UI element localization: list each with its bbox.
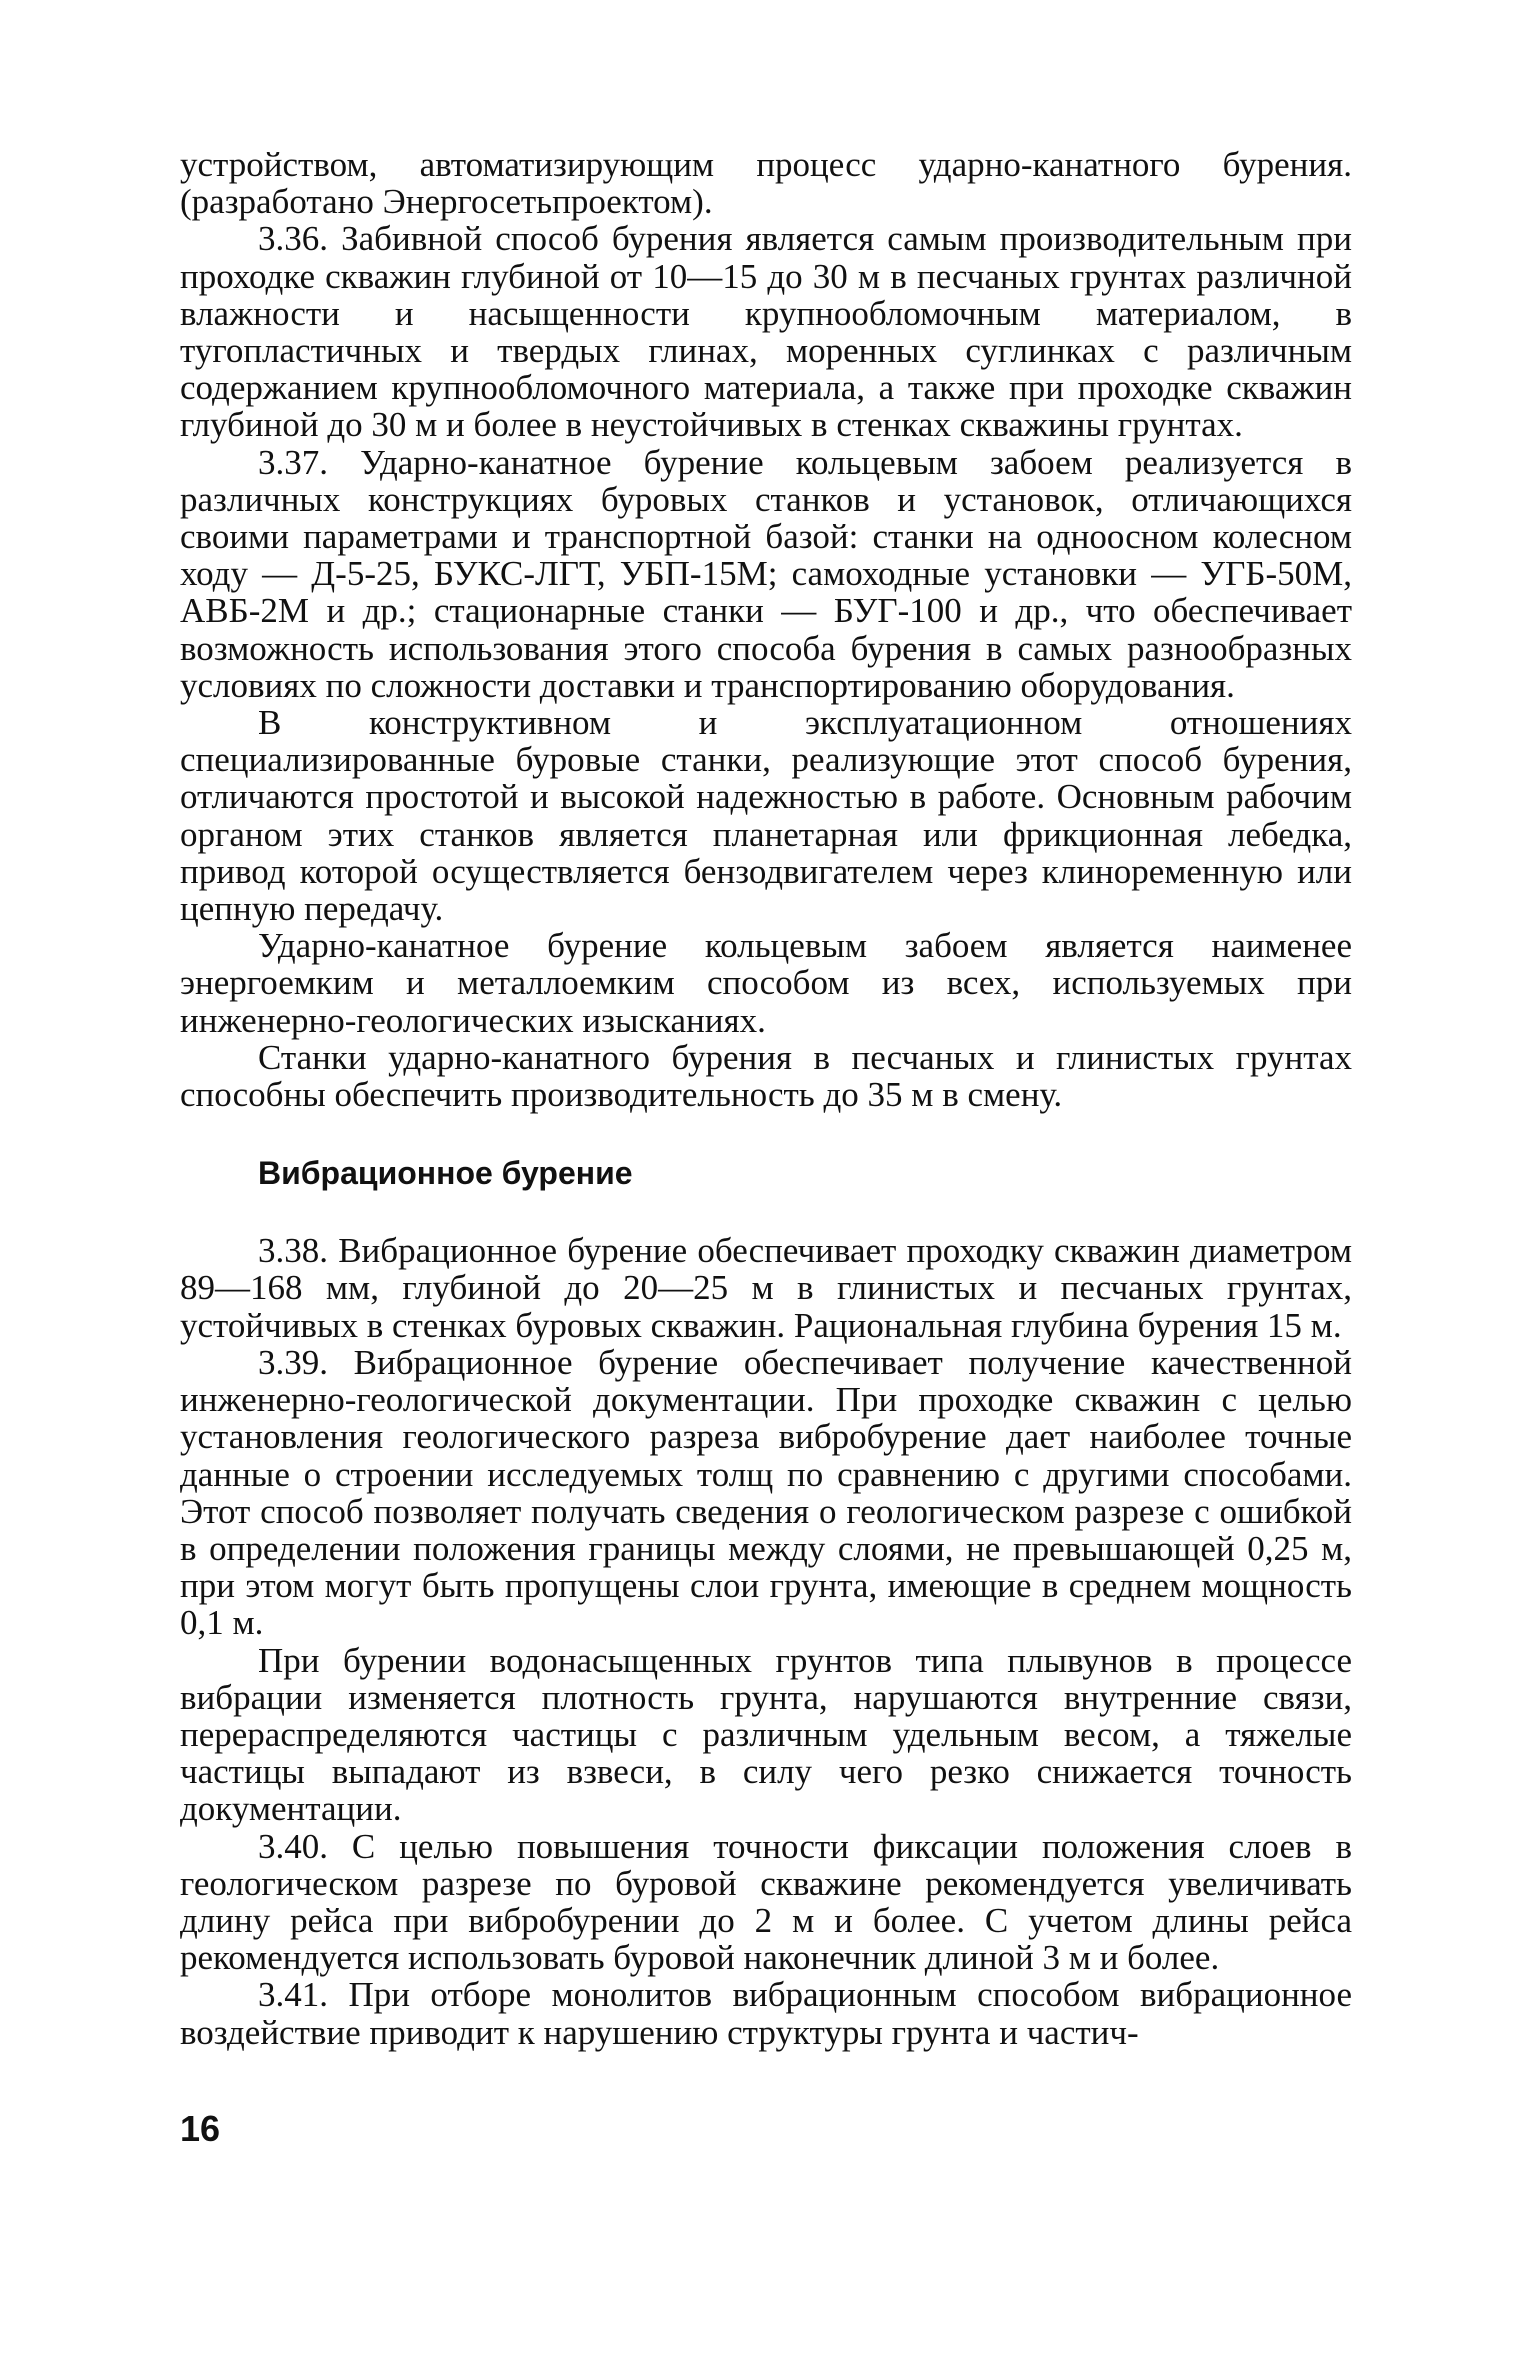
paragraph-productivity: Станки ударно-канатного бурения в песчаных и глинистых грунтах способны обеспечить производительность до 35 м в смену.	[180, 1037, 1352, 1115]
paragraph-quicksand: При бурении водонасыщенных грунтов типа плывунов в процессе вибрации изменяется плотность грунта, нарушаются внутренние связи, перераспределяются частицы с различным удельным весом, а тяжелые частицы выпадают из взвеси, в силу чего резко снижается точность документации.	[180, 1640, 1352, 1829]
paragraph-3-38: 3.38. Вибрационное бурение обеспечивает проходку скважин диаметром 89—168 мм, глубиной до 20—25 м в глинистых и песчаных грунтах, устойчивых в стенках буровых скважин. Рациональная глубина бурения 15 м.	[180, 1231, 1352, 1345]
paragraph-3-41: 3.41. При отборе монолитов вибрационным способом вибрационное воздействие приводит к нарушению структуры грунта и частич-	[180, 1975, 1352, 2052]
paragraph-3-36: 3.36. Забивной способ бурения является самым производительным при проходке скважин глубиной от 10—15 до 30 м в песчаных грунтах различной влажности и насыщенности крупнообломочным материалом, в тугопластичных и твердых глинах, моренных суглинках с различным содержанием крупнообломочного материала, а также при проходке скважин глубиной до 30 м и более в неустойчивых в стенках скважины грунтах.	[180, 219, 1352, 445]
paragraph-3-40: 3.40. С целью повышения точности фиксации положения слоев в геологическом разрезе по буровой скважине рекомендуется увеличивать длину рейса при вибробурении до 2 м и более. С учетом длины рейса рекомендуется использовать буровой наконечник длиной 3 м и более.	[180, 1826, 1352, 1978]
section-heading: Вибрационное бурение	[258, 1155, 633, 1192]
body-text-top	[180, 146, 1352, 1113]
paragraph-3-39: 3.39. Вибрационное бурение обеспечивает получение качественной инженерно-геологической документации. При проходке скважин с целью установления геологического разреза вибробурение дает наиболее точные данные о строении исследуемых толщ по сравнению с другими способами. Этот способ позволяет получать сведения о геологическом разрезе с ошибкой в определении положения границы между слоями, не превышающей 0,25 м, при этом могут быть пропущены слои грунта, имеющие в среднем мощность 0,1 м.	[180, 1342, 1352, 1643]
paragraph-design-features: В конструктивном и эксплуатационном отношениях специализированные буровые станки, реализующие этот способ бурения, отличаются простотой и высокой надежностью в работе. Основным рабочим органом этих станков является планетарная или фрикционная лебедка, привод которой осуществляется бензодвигателем через клиноременную или цепную передачу.	[180, 703, 1352, 929]
document-page	[180, 146, 1352, 2051]
paragraph-continuation: устройством, автоматизирующим процесс ударно-канатного бурения. (разработано Энергосетьпроектом).	[180, 145, 1352, 222]
paragraph-3-37: 3.37. Ударно-канатное бурение кольцевым забоем реализуется в различных конструкциях буровых станков и установок, отличающихся своими параметрами и транспортной базой: станки на одноосном колесном ходу — Д-5-25, БУКС-ЛГТ, УБП-15М; самоходные установки — УГБ-50М, АВБ-2М и др.; стационарные станки — БУГ-100 и др., что обеспечивает возможность использования этого способа бурения в самых разнообразных условиях по сложности доставки и транспортированию оборудования.	[180, 442, 1352, 705]
page-number: 16	[180, 2108, 221, 2149]
paragraph-energy-efficiency: Ударно-канатное бурение кольцевым забоем является наименее энергоемким и металлоемким способом из всех, используемых при инженерно-геологических изысканиях.	[180, 926, 1352, 1040]
body-text-bottom	[180, 1232, 1352, 2050]
